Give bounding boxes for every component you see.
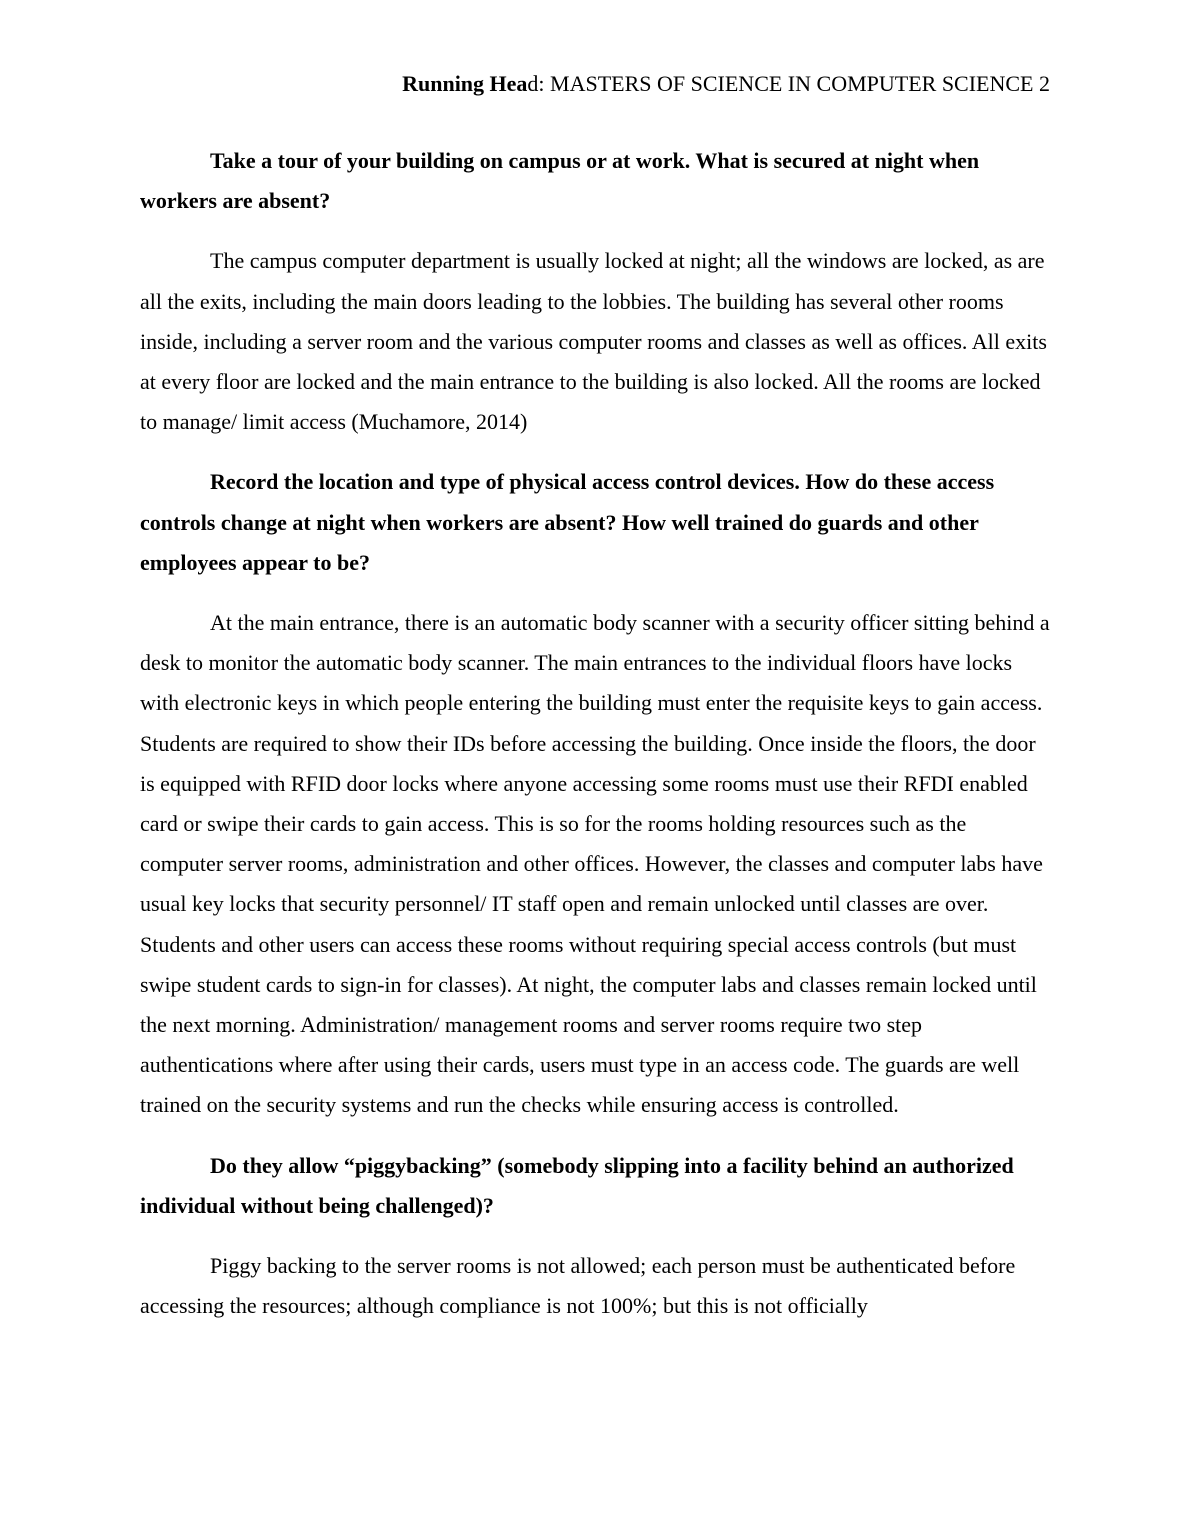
- document-body: [140, 141, 1050, 1346]
- running-head: [402, 70, 1050, 98]
- question-1: Take a tour of your building on campus or at work. What is secured at night when workers are absent?: [140, 148, 980, 214]
- question-3: Do they allow “piggybacking” (somebody slipping into a facility behind an authorized individual without being challenged)?: [140, 1152, 1014, 1218]
- running-head-rest: d: MASTERS OF SCIENCE IN COMPUTER SCIENCE 2: [527, 71, 1050, 96]
- running-head-bold: Running Hea: [402, 71, 528, 96]
- question-2: Record the location and type of physical access control devices. How do these access controls change at night when workers are absent? How well trained do guards and other employees appear to be?: [140, 469, 995, 575]
- answer-1: The campus computer department is usually locked at night; all the windows are locked, as are all the exits, including the main doors leading to the lobbies. The building has several other rooms inside, including a server room and the various computer rooms and classes as well as offices. All exits at every floor are locked and the main entrance to the building is also locked. All the rooms are locked to manage/ limit access (Muchamore, 2014): [140, 248, 1047, 435]
- answer-3: Piggy backing to the server rooms is not allowed; each person must be authenticated before accessing the resources; although compliance is not 100%; but this is not officially: [140, 1253, 1016, 1319]
- answer-2: At the main entrance, there is an automatic body scanner with a security officer sitting behind a desk to monitor the automatic body scanner. The main entrances to the individual floors have locks with electronic keys in which people entering the building must enter the requisite keys to gain access. Students are required to show their IDs before accessing the building. Once inside the floors, the door is equipped with RFID door locks where anyone accessing some rooms must use their RFDI enabled card or swipe their cards to gain access. This is so for the rooms holding resources such as the computer server rooms, administration and other offices. However, the classes and computer labs have usual key locks that security personnel/ IT staff open and remain unlocked until classes are over. Students and other users can access these rooms without requiring special access controls (but must swipe student cards to sign-in for classes). At night, the computer labs and classes remain locked until the next morning. Administration/ management rooms and server rooms require two step authentications where after using their cards, users must type in an access code. The guards are well trained on the security systems and run the checks while ensuring access is controlled.: [140, 610, 1050, 1118]
